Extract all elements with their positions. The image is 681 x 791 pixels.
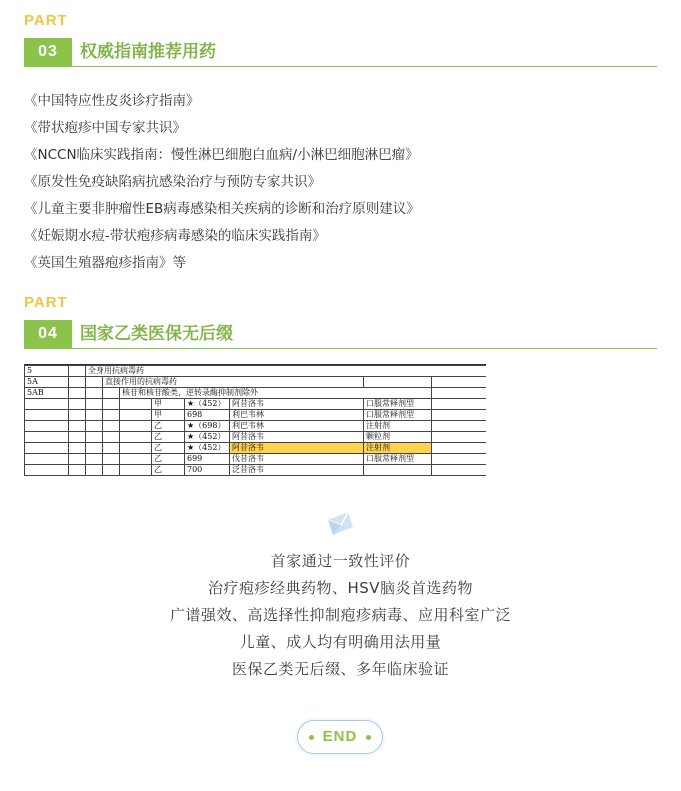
empty-cell	[432, 443, 487, 454]
class-cell: 乙	[152, 454, 185, 465]
empty-cell	[86, 377, 103, 388]
section-title: 权威指南推荐用药	[80, 42, 216, 62]
empty-cell	[103, 388, 120, 399]
guide-list	[24, 88, 664, 277]
table-row	[25, 377, 487, 388]
drug-name-cell: 伐昔洛韦	[230, 454, 364, 465]
empty-cell	[432, 421, 487, 432]
empty-cell	[103, 454, 120, 465]
table-row	[25, 454, 487, 465]
empty-cell	[120, 443, 152, 454]
dosage-form-cell: 注射剂	[364, 443, 432, 454]
table-row	[25, 421, 487, 432]
empty-cell	[103, 399, 120, 410]
code-cell: 5AB	[25, 388, 69, 399]
empty-cell	[103, 432, 120, 443]
mark-cell: 699	[185, 454, 230, 465]
envelope-icon	[325, 510, 355, 536]
insurance-table-image	[24, 364, 486, 479]
empty-cell	[432, 377, 487, 388]
empty-cell	[69, 421, 86, 432]
dosage-form-cell: 口服常释剂型	[364, 410, 432, 421]
empty-cell	[69, 432, 86, 443]
dosage-form-cell: 口服常释剂型	[364, 454, 432, 465]
empty-cell	[103, 465, 120, 476]
empty-cell	[69, 399, 86, 410]
category-cell: 全身用抗病毒药	[86, 366, 487, 377]
highlight-line: 广谱强效、高选择性抑制疱疹病毒、应用科室广泛	[169, 606, 511, 624]
empty-cell	[69, 465, 86, 476]
empty-cell	[69, 366, 86, 377]
drug-name-cell: 利巴韦林	[230, 410, 364, 421]
empty-cell	[69, 443, 86, 454]
insurance-drug-table	[24, 365, 486, 476]
empty-cell	[432, 465, 487, 476]
guide-item: 《NCCN临床实践指南：慢性淋巴细胞白血病/小淋巴细胞淋巴瘤》	[24, 147, 419, 163]
empty-cell	[432, 388, 487, 399]
empty-cell	[69, 410, 86, 421]
empty-cell	[86, 443, 103, 454]
dosage-form-cell	[364, 465, 432, 476]
code-cell	[25, 465, 69, 476]
highlight-list	[0, 548, 681, 683]
guide-item: 《妊娠期水痘-带状疱疹病毒感染的临床实践指南》	[24, 228, 326, 244]
table-row	[25, 399, 487, 410]
drug-name-cell: 阿昔洛韦	[230, 432, 364, 443]
mark-cell: ★（698）	[185, 421, 230, 432]
class-cell: 乙	[152, 443, 185, 454]
empty-cell	[69, 377, 86, 388]
guide-item: 《儿童主要非肿瘤性EB病毒感染相关疾病的诊断和治疗原则建议》	[24, 201, 420, 217]
guide-item: 《英国生殖器疱疹指南》等	[24, 255, 186, 271]
highlight-line: 治疗疱疹经典药物、HSV脑炎首选药物	[207, 579, 474, 597]
guide-item: 《中国特应性皮炎诊疗指南》	[24, 93, 200, 109]
code-cell: 5	[25, 366, 69, 377]
dosage-form-cell: 颗粒剂	[364, 432, 432, 443]
table-row	[25, 432, 487, 443]
table-row	[25, 366, 487, 377]
empty-cell	[120, 465, 152, 476]
drug-name-cell: 阿昔洛韦	[230, 399, 364, 410]
empty-cell	[364, 377, 432, 388]
section-header-03	[24, 38, 657, 66]
table-row	[25, 443, 487, 454]
category-cell: 直接作用的抗病毒药	[103, 377, 364, 388]
table-row	[25, 465, 487, 476]
empty-cell	[103, 410, 120, 421]
drug-name-cell: 利巴韦林	[230, 421, 364, 432]
class-cell: 乙	[152, 432, 185, 443]
class-cell: 甲	[152, 399, 185, 410]
table-row	[25, 410, 487, 421]
section-number: 03	[24, 38, 72, 66]
table-row	[25, 388, 487, 399]
empty-cell	[432, 399, 487, 410]
mark-cell: 700	[185, 465, 230, 476]
highlight-line: 首家通过一致性评价	[270, 552, 411, 570]
class-cell: 甲	[152, 410, 185, 421]
code-cell	[25, 410, 69, 421]
empty-cell	[86, 410, 103, 421]
empty-cell	[86, 432, 103, 443]
code-cell	[25, 454, 69, 465]
mark-cell: ★（452）	[185, 432, 230, 443]
mark-cell: 698	[185, 410, 230, 421]
empty-cell	[86, 421, 103, 432]
empty-cell	[432, 410, 487, 421]
code-cell	[25, 421, 69, 432]
code-cell	[25, 432, 69, 443]
end-badge	[297, 720, 383, 754]
end-label: END	[322, 728, 358, 745]
empty-cell	[432, 454, 487, 465]
empty-cell	[120, 454, 152, 465]
empty-cell	[86, 388, 103, 399]
code-cell: 5A	[25, 377, 69, 388]
mark-cell: ★（452）	[185, 443, 230, 454]
mark-cell: ★（452）	[185, 399, 230, 410]
empty-cell	[103, 443, 120, 454]
empty-cell	[69, 388, 86, 399]
end-dot-right	[366, 735, 371, 740]
dosage-form-cell: 注射剂	[364, 421, 432, 432]
code-cell	[25, 443, 69, 454]
section-number: 04	[24, 320, 72, 348]
dosage-form-cell: 口服常释剂型	[364, 399, 432, 410]
empty-cell	[432, 432, 487, 443]
empty-cell	[86, 399, 103, 410]
empty-cell	[86, 454, 103, 465]
section-divider	[24, 66, 657, 67]
guide-item: 《原发性免疫缺陷病抗感染治疗与预防专家共识》	[24, 174, 321, 190]
class-cell: 乙	[152, 465, 185, 476]
empty-cell	[120, 421, 152, 432]
guide-item: 《带状疱疹中国专家共识》	[24, 120, 186, 136]
category-cell: 核苷和核苷酸类，逆转录酶抑制剂除外	[120, 388, 432, 399]
section-title: 国家乙类医保无后缀	[80, 324, 233, 344]
class-cell: 乙	[152, 421, 185, 432]
empty-cell	[69, 454, 86, 465]
empty-cell	[86, 465, 103, 476]
empty-cell	[120, 399, 152, 410]
part-label: PART	[24, 294, 68, 311]
code-cell	[25, 399, 69, 410]
empty-cell	[120, 432, 152, 443]
section-divider	[24, 348, 657, 349]
part-label: PART	[24, 12, 68, 29]
highlight-line: 医保乙类无后缀、多年临床验证	[231, 660, 449, 678]
section-header-04	[24, 320, 657, 348]
highlight-line: 儿童、成人均有明确用法用量	[239, 633, 442, 651]
empty-cell	[103, 421, 120, 432]
drug-name-cell: 阿昔洛韦	[230, 443, 364, 454]
drug-name-cell: 泛昔洛韦	[230, 465, 364, 476]
empty-cell	[120, 410, 152, 421]
